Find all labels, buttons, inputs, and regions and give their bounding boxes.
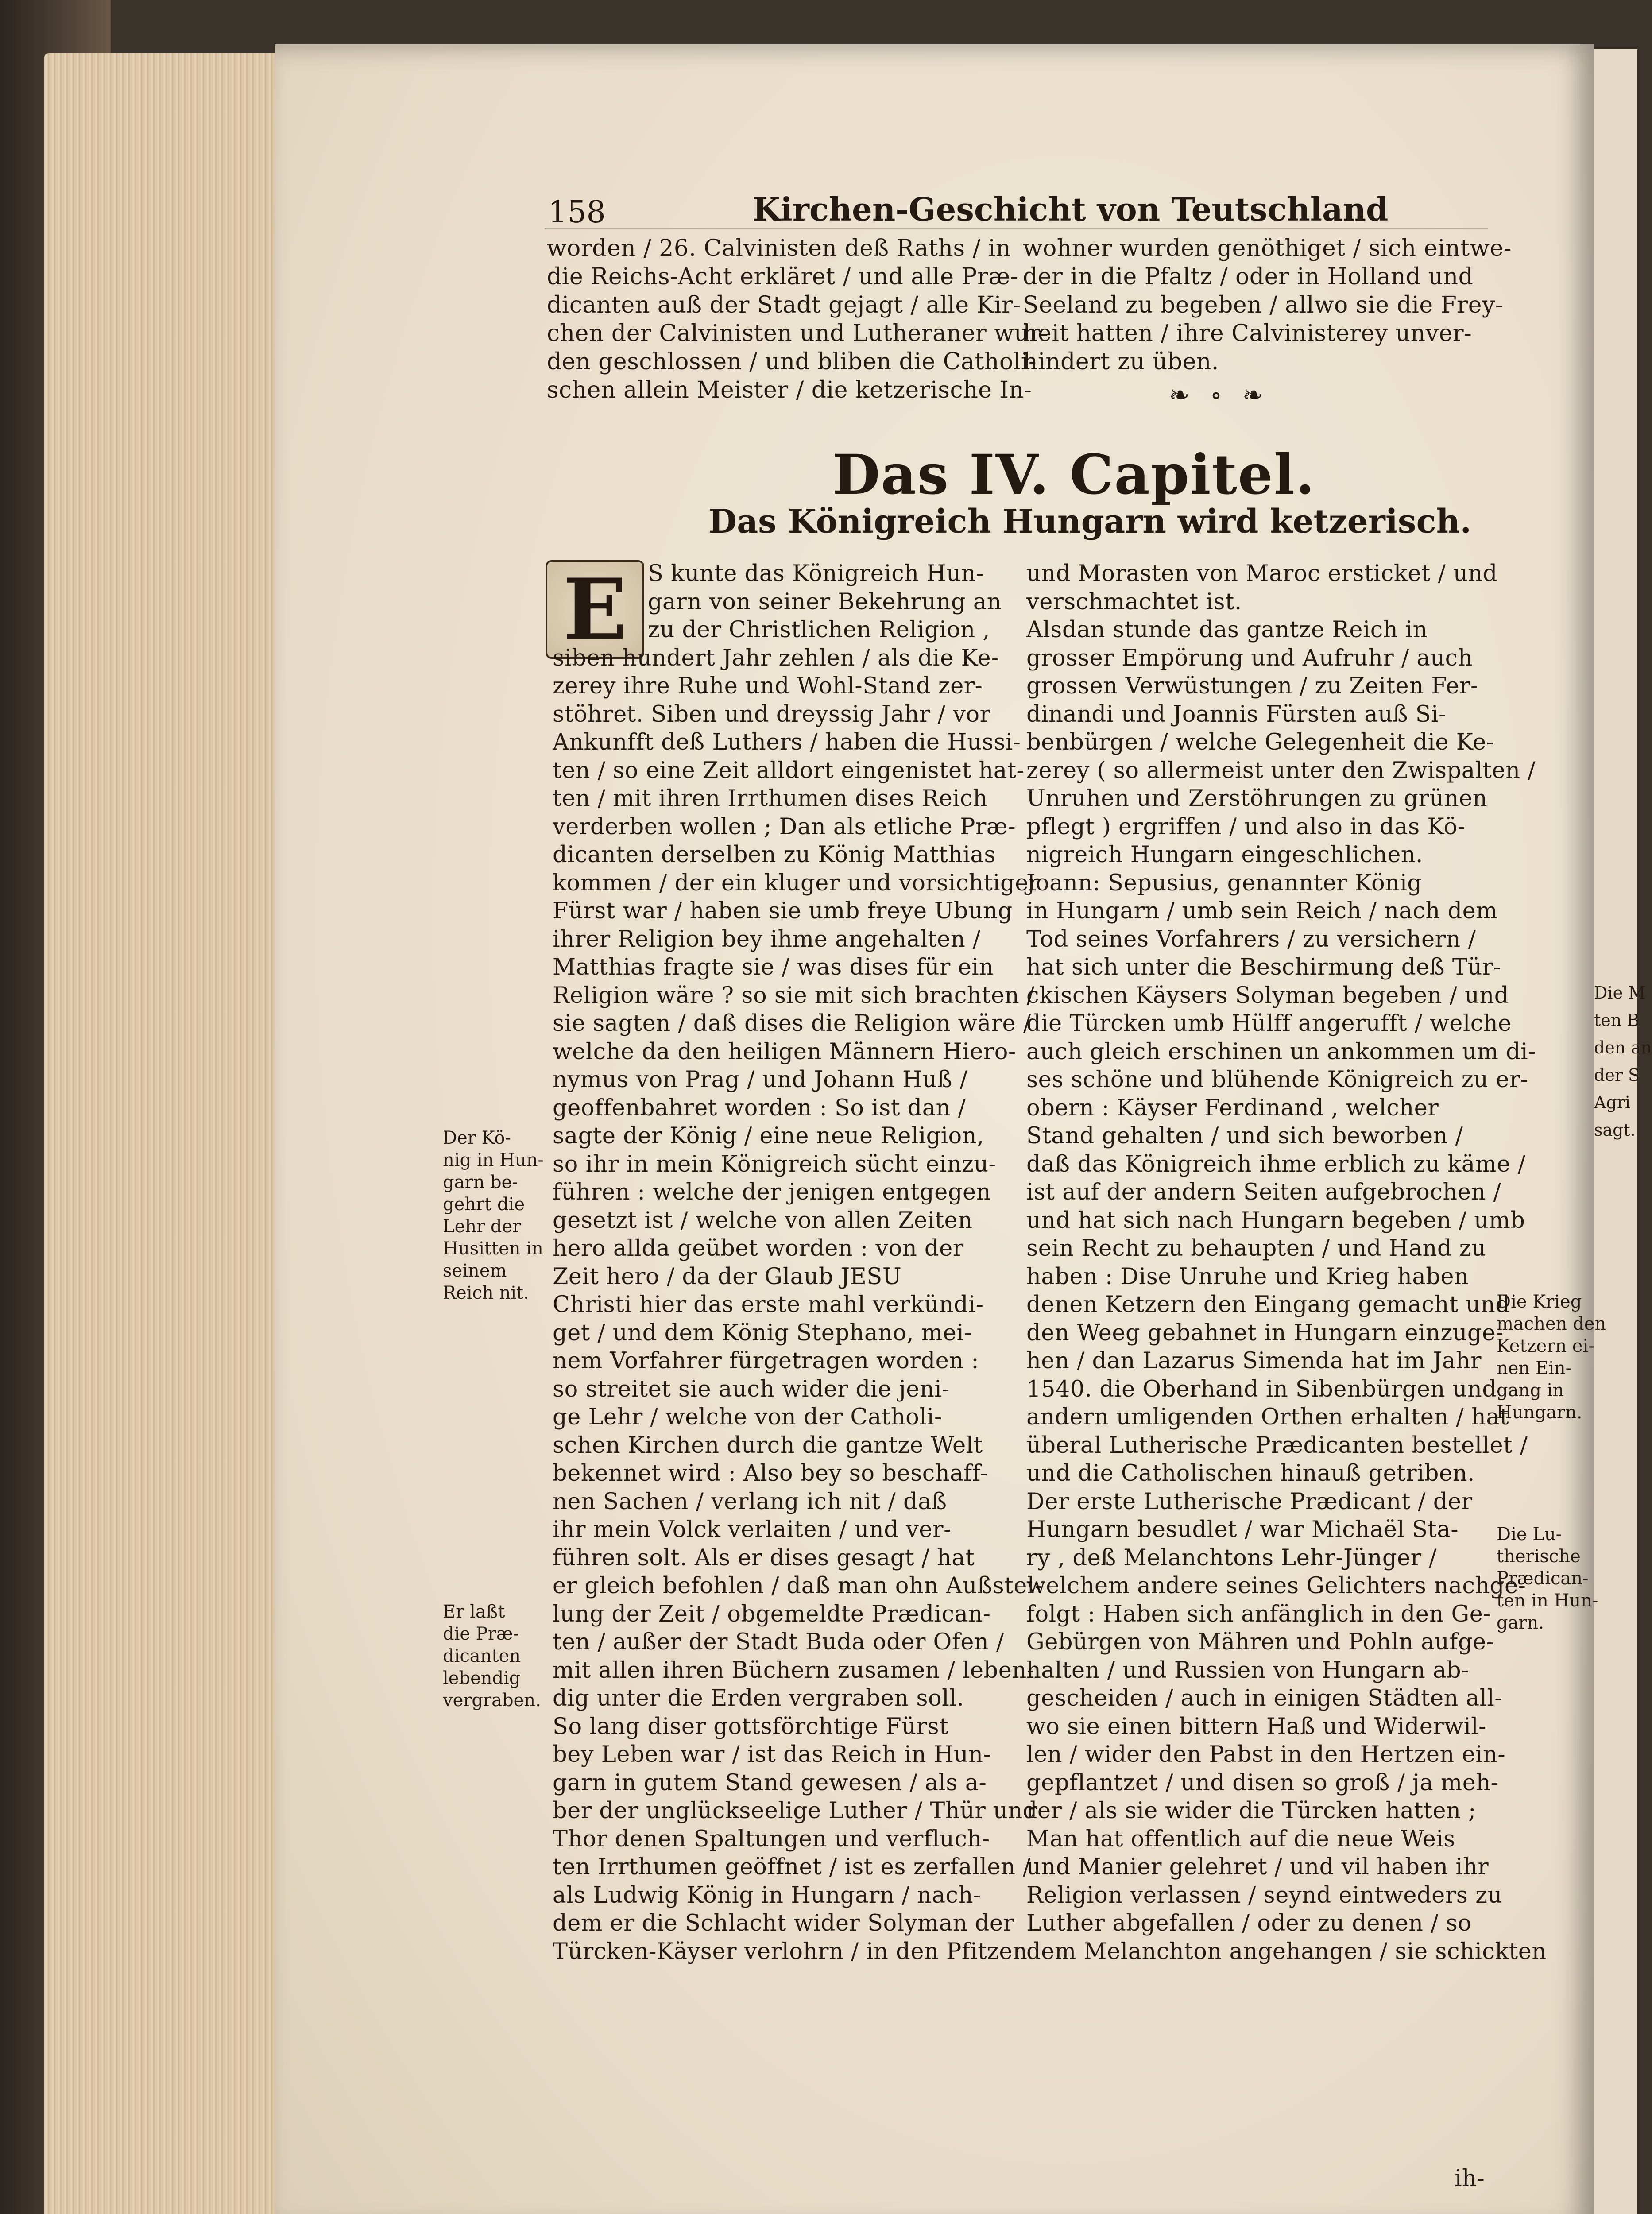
- right-column-line: überal Lutherische Prædicanten bestellet /: [1026, 1432, 1528, 1459]
- right-column-line: gepflantzet / und disen so groß / ja meh-: [1026, 1769, 1499, 1796]
- right-column-line: andern umligenden Orthen erhalten / hat: [1026, 1404, 1509, 1430]
- left-column-line: als Ludwig König in Hungarn / nach-: [553, 1882, 981, 1908]
- margin-note-wars-open-door: Die Krieg machen den Ketzern ei- nen Ein- gang in Hungarn.: [1497, 1292, 1606, 1423]
- right-column-line: und die Catholischen hinauß getriben.: [1026, 1460, 1475, 1486]
- top-left-line: chen der Calvinisten und Lutheraner wur-: [547, 320, 1048, 347]
- right-column-line: ist auf der andern Seiten aufgebrochen /: [1026, 1179, 1501, 1205]
- facing-page-fragment: der S: [1594, 1065, 1640, 1085]
- left-column-line: ihr mein Volck verlaiten / und ver-: [553, 1517, 952, 1543]
- right-column-line: folgt : Haben sich anfänglich in den Ge-: [1026, 1601, 1491, 1627]
- right-column-line: denen Ketzern den Eingang gemacht und: [1026, 1292, 1510, 1318]
- right-column-line: die Türcken umb Hülff angerufft / welche: [1026, 1010, 1512, 1037]
- section-end-ornament: ❧ ∘ ❧: [1169, 381, 1269, 410]
- right-column-line: welchem andere seines Gelichters nachge-: [1026, 1573, 1526, 1599]
- left-column-line: ihrer Religion bey ihme angehalten /: [553, 926, 981, 952]
- right-column-line: grosser Empörung und Aufruhr / auch: [1026, 645, 1473, 671]
- right-column-line: ckischen Käysers Solyman begeben / und: [1026, 982, 1509, 1009]
- right-column-line: Man hat offentlich auf die neue Weis: [1026, 1826, 1455, 1852]
- top-right-line: der in die Pfaltz / oder in Holland und: [1023, 263, 1474, 290]
- facing-page-fragment: Die M: [1594, 983, 1646, 1002]
- left-column-line: mit allen ihren Büchern zusamen / leben-: [553, 1657, 1035, 1684]
- right-column-line: Tod seines Vorfahrers / zu versichern /: [1026, 926, 1476, 952]
- right-column-line: Stand gehalten / und sich beworben /: [1026, 1123, 1463, 1149]
- right-column-line: Luther abgefallen / oder zu denen / so: [1026, 1910, 1472, 1936]
- left-column-line: Zeit hero / da der Glaub JESU: [553, 1263, 902, 1290]
- left-column-line: ber der unglückseelige Luther / Thür und: [553, 1798, 1037, 1824]
- right-column-line: 1540. die Oberhand in Sibenbürgen und: [1026, 1376, 1497, 1402]
- right-column-line: haben : Dise Unruhe und Krieg haben: [1026, 1263, 1469, 1290]
- left-column-line: stöhret. Siben und dreyssig Jahr / vor: [553, 701, 991, 728]
- right-column-line: zerey ( so allermeist unter den Zwispalten /: [1026, 757, 1536, 784]
- right-column-line: benbürgen / welche Gelegenheit die Ke-: [1026, 729, 1494, 755]
- right-column-line: sein Recht zu behaupten / und Hand zu: [1026, 1235, 1486, 1262]
- left-column-line: Türcken-Käyser verlohrn / in den Pfitzen: [553, 1938, 1028, 1965]
- right-column-line: Der erste Lutherische Prædicant / der: [1026, 1488, 1473, 1515]
- left-column-line: Religion wäre ? so sie mit sich brachten /: [553, 982, 1035, 1009]
- left-column-line: geoffenbahret worden : So ist dan /: [553, 1095, 966, 1121]
- right-column-line: und Manier gelehret / und vil haben ihr: [1026, 1854, 1489, 1880]
- left-column-line: er gleich befohlen / daß man ohn Außstel-: [553, 1573, 1043, 1599]
- right-column-line: Unruhen und Zerstöhrungen zu grünen: [1026, 786, 1488, 812]
- top-left-line: den geschlossen / und bliben die Catholi-: [547, 348, 1037, 375]
- top-right-line: Seeland zu begeben / allwo sie die Frey-: [1023, 292, 1503, 318]
- left-column-line: welche da den heiligen Männern Hiero-: [553, 1038, 1016, 1065]
- left-column-line: bekennet wird : Also bey so beschaff-: [553, 1460, 988, 1486]
- right-column-line: und hat sich nach Hungarn begeben / umb: [1026, 1207, 1525, 1234]
- right-column-line: rer / als sie wider die Türcken hatten ;: [1026, 1798, 1476, 1824]
- left-column-line: Christi hier das erste mahl verkündi-: [553, 1292, 984, 1318]
- left-column-line: lung der Zeit / obgemeldte Prædican-: [553, 1601, 991, 1627]
- top-left-line: dicanten auß der Stadt gejagt / alle Kir-: [547, 292, 1021, 318]
- left-column-line: hero allda geübet worden : von der: [553, 1235, 964, 1262]
- chapter-title: Das IV. Capitel.: [832, 443, 1316, 507]
- right-column-line: daß das Königreich ihme erblich zu käme /: [1026, 1151, 1526, 1177]
- left-column-line: dicanten derselben zu König Matthias: [553, 842, 996, 868]
- left-column-line: Matthias fragte sie / was dises für ein: [553, 954, 994, 980]
- chapter-subtitle: Das Königreich Hungarn wird ketzerisch.: [708, 503, 1472, 541]
- margin-note-lutheran-preachers: Die Lu- therische Prædican- ten in Hun- garn.: [1497, 1524, 1598, 1633]
- header-rule: [545, 228, 1488, 229]
- right-column-line: wo sie einen bittern Haß und Widerwil-: [1026, 1713, 1486, 1740]
- facing-page-fragment: sagt.: [1594, 1120, 1636, 1140]
- left-column-line: nen Sachen / verlang ich nit / daß: [553, 1488, 947, 1515]
- left-column-line: gesetzt ist / welche von allen Zeiten: [553, 1207, 973, 1234]
- left-column-line: zu der Christlichen Religion ,: [648, 617, 990, 643]
- page-number: 158: [548, 195, 606, 230]
- catchword: ih-: [1455, 2165, 1485, 2192]
- left-column-line: siben hundert Jahr zehlen / als die Ke-: [553, 645, 999, 671]
- left-column-line: zerey ihre Ruhe und Wohl-Stand zer-: [553, 673, 983, 699]
- left-column-line: Ankunfft deß Luthers / haben die Hussi-: [553, 729, 1021, 755]
- right-column-line: Gebürgen von Mähren und Pohln aufge-: [1026, 1629, 1494, 1655]
- left-column-line: dem er die Schlacht wider Solyman der: [553, 1910, 1014, 1936]
- right-column-line: gescheiden / auch in einigen Städten all-: [1026, 1685, 1502, 1711]
- top-right-line: heit hatten / ihre Calvinisterey unver-: [1023, 320, 1472, 347]
- facing-page-fragment: ten B: [1594, 1010, 1640, 1030]
- left-column-line: kommen / der ein kluger und vorsichtiger: [553, 870, 1040, 896]
- facing-page-fragment: den an: [1594, 1038, 1652, 1057]
- left-column-line: ten / so eine Zeit alldort eingenistet hat-: [553, 757, 1025, 784]
- right-column-line: obern : Käyser Ferdinand , welcher: [1026, 1095, 1439, 1121]
- right-column-line: den Weeg gebahnet in Hungarn einzuge-: [1026, 1320, 1504, 1346]
- left-column-line: S kunte das Königreich Hun-: [648, 561, 984, 587]
- left-column-line: Fürst war / haben sie umb freye Ubung: [553, 898, 1013, 924]
- left-column-line: nymus von Prag / und Johann Huß /: [553, 1067, 968, 1093]
- left-column-line: ten Irrthumen geöffnet / ist es zerfallen /: [553, 1854, 1031, 1880]
- right-column-line: dem Melanchton angehangen / sie schickten: [1026, 1938, 1547, 1965]
- left-column-line: Thor denen Spaltungen und verfluch-: [553, 1826, 990, 1852]
- right-column-line: Hungarn besudlet / war Michaël Sta-: [1026, 1517, 1459, 1543]
- right-column-line: Alsdan stunde das gantze Reich in: [1026, 617, 1428, 643]
- left-column-line: so streitet sie auch wider die jeni-: [553, 1376, 950, 1402]
- top-left-line: worden / 26. Calvinisten deß Raths / in: [547, 235, 1011, 262]
- right-column-line: hen / dan Lazarus Simenda hat im Jahr: [1026, 1348, 1482, 1374]
- page-edges: [44, 53, 292, 2214]
- left-column-line: dig unter die Erden vergraben soll.: [553, 1685, 964, 1711]
- top-left-line: schen allein Meister / die ketzerische In-: [547, 377, 1032, 403]
- right-column-line: nigreich Hungarn eingeschlichen.: [1026, 842, 1423, 868]
- right-column-line: in Hungarn / umb sein Reich / nach dem: [1026, 898, 1498, 924]
- left-column-line: ten / außer der Stadt Buda oder Ofen /: [553, 1629, 1004, 1655]
- right-column-line: grossen Verwüstungen / zu Zeiten Fer-: [1026, 673, 1478, 699]
- top-right-line: wohner wurden genöthiget / sich eintwe-: [1023, 235, 1512, 262]
- left-column-line: verderben wollen ; Dan als etliche Præ-: [553, 813, 1016, 840]
- left-column-line: nem Vorfahrer fürgetragen worden :: [553, 1348, 979, 1374]
- right-column-line: len / wider den Pabst in den Hertzen ein-: [1026, 1742, 1506, 1768]
- right-column-line: halten / und Russien von Hungarn ab-: [1026, 1657, 1469, 1684]
- left-column-line: ge Lehr / welche von der Catholi-: [553, 1404, 942, 1430]
- left-column-line: ten / mit ihren Irrthumen dises Reich: [553, 786, 988, 812]
- right-column-line: dinandi und Joannis Fürsten auß Si-: [1026, 701, 1447, 728]
- right-column-line: Religion verlassen / seynd eintweders zu: [1026, 1882, 1502, 1908]
- left-column-line: sie sagten / daß dises die Religion wäre /: [553, 1010, 1031, 1037]
- left-column-line: schen Kirchen durch die gantze Welt: [553, 1432, 983, 1459]
- top-right-line: hindert zu üben.: [1023, 348, 1219, 375]
- margin-note-buried-alive: Er laßt die Præ- dicanten lebendig vergraben.: [443, 1602, 541, 1711]
- right-column-line: ses schöne und blühende Königreich zu er-: [1026, 1067, 1528, 1093]
- decorated-initial: E: [546, 560, 644, 659]
- right-column-line: auch gleich erschinen un ankommen um di-: [1026, 1038, 1536, 1065]
- right-column-line: ry , deß Melanchtons Lehr-Jünger /: [1026, 1544, 1437, 1571]
- running-title: Kirchen-Geschicht von Teutschland: [753, 190, 1389, 228]
- left-column-line: führen : welche der jenigen entgegen: [553, 1179, 991, 1205]
- left-column-line: sagte der König / eine neue Religion,: [553, 1123, 984, 1149]
- margin-note-king-refuses: Der Kö- nig in Hun- garn be- gehrt die Lehr der Husitten in seinem Reich nit.: [443, 1128, 544, 1303]
- right-column-line: verschmachtet ist.: [1026, 588, 1242, 615]
- top-left-line: die Reichs-Acht erkläret / und alle Præ-: [547, 263, 1018, 290]
- left-column-line: garn von seiner Bekehrung an: [648, 588, 1002, 615]
- right-column-line: Joann: Sepusius, genannter König: [1026, 870, 1422, 896]
- left-column-line: get / und dem König Stephano, mei-: [553, 1320, 972, 1346]
- left-column-line: garn in gutem Stand gewesen / als a-: [553, 1769, 987, 1796]
- right-column-line: und Morasten von Maroc ersticket / und: [1026, 561, 1497, 587]
- left-column-line: so ihr in mein Königreich sücht einzu-: [553, 1151, 997, 1177]
- left-column-line: bey Leben war / ist das Reich in Hun-: [553, 1742, 991, 1768]
- facing-page-fragment: Agri: [1594, 1093, 1631, 1112]
- left-column-line: führen solt. Als er dises gesagt / hat: [553, 1544, 975, 1571]
- right-column-line: hat sich unter die Beschirmung deß Tür-: [1026, 954, 1501, 980]
- right-column-line: pflegt ) ergriffen / und also in das Kö-: [1026, 813, 1466, 840]
- left-column-line: So lang diser gottsförchtige Fürst: [553, 1713, 949, 1740]
